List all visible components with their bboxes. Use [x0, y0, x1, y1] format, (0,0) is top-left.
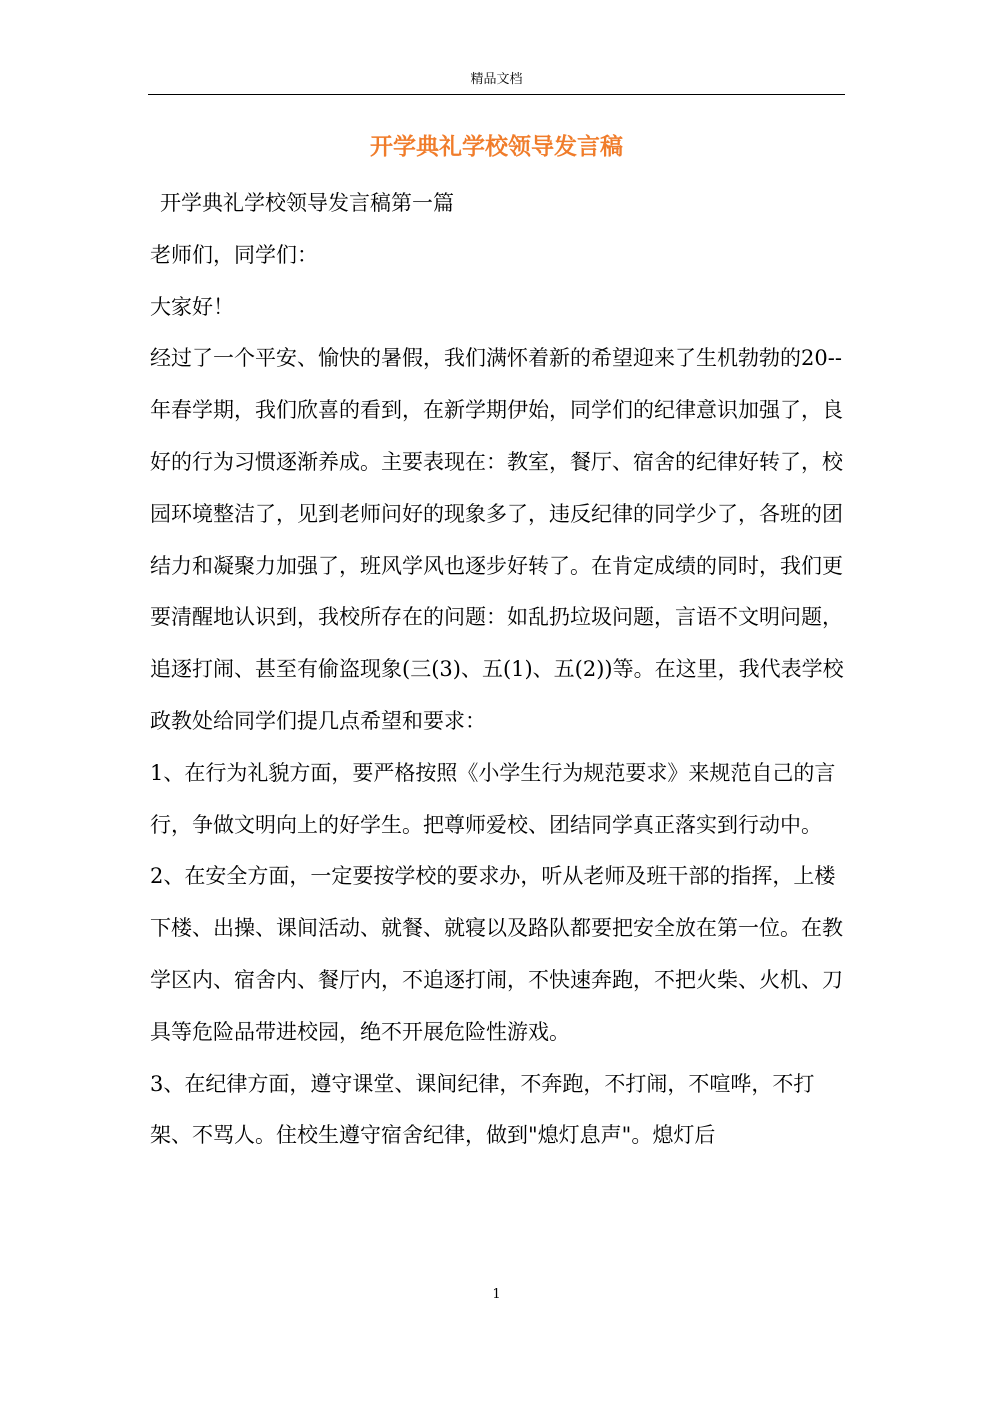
salutation: 大家好！ — [150, 294, 234, 319]
list-item-2: 2、在安全方面，一定要按学校的要求办，听从老师及班干部的指挥，上楼下楼、出操、课间活动、就餐、就寝以及路队都要把安全放在第一位。在教学区内、宿舍内、餐厅内，不追逐打闹，不快速奔跑，不把火柴、火机、刀具等危险品带进校园，绝不开展危险性游戏。 — [150, 864, 843, 1044]
document-title: 开学典礼学校领导发言稿 — [370, 133, 623, 160]
document-subtitle: 开学典礼学校领导发言稿第一篇 — [160, 191, 454, 215]
header-label: 精品文档 — [470, 72, 523, 87]
paragraph-intro: 经过了一个平安、愉快的暑假，我们满怀着新的希望迎来了生机勃勃的20--年春学期，我们欣喜的看到，在新学期伊始，同学们的纪律意识加强了，良好的行为习惯逐渐养成。主要表现在：教室，餐厅、宿舍的纪律好转了，校园环境整洁了，见到老师问好的现象多了，违反纪律的同学少了，各班的团结力和凝聚力加强了，班风学风也逐步好转了。在肯定成绩的同时，我们更要清醒地认识到，我校所存在的问题：如乱扔垃圾问题，言语不文明问题，追逐打闹、甚至有偷盗现象(三(3)、五(1)、五(2))等。在这里，我代表学校政教处给同学们提几点希望和要求： — [150, 346, 844, 733]
list-item-1: 1、在行为礼貌方面，要严格按照《小学生行为规范要求》来规范自己的言行，争做文明向上的好学生。把尊师爱校、团结同学真正落实到行动中。 — [150, 760, 836, 837]
greeting: 老师们，同学们： — [150, 242, 318, 267]
page-number: 1 — [492, 1287, 501, 1302]
list-item-3: 3、在纪律方面，遵守课堂、课间纪律，不奔跑，不打闹，不喧哗，不打架、不骂人。住校生遵守宿舍纪律，做到"熄灯息声"。熄灯后 — [150, 1071, 815, 1148]
document-body — [150, 178, 850, 1162]
page-header — [148, 66, 845, 95]
